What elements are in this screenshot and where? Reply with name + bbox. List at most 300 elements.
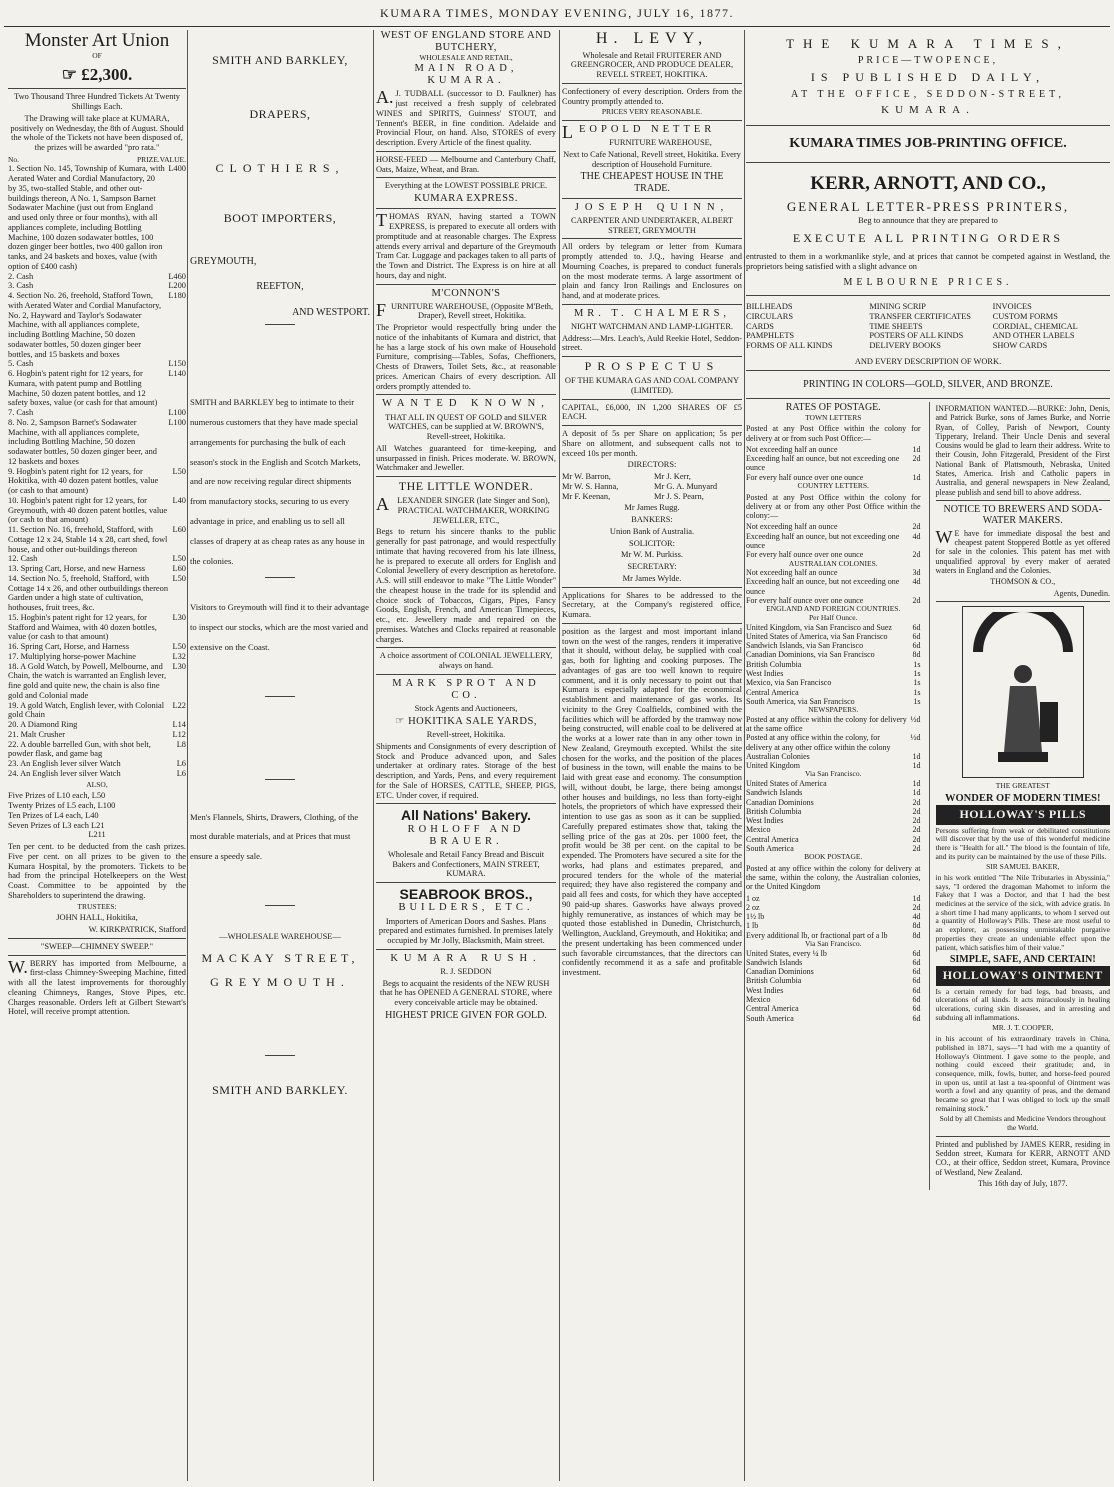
rate-value: L60 bbox=[172, 525, 186, 535]
rate-value: L30 bbox=[172, 612, 186, 622]
levy-text: Confectionery of every description. Orders from the Country promptly attended to. bbox=[562, 86, 742, 106]
rate-value: 1s bbox=[913, 687, 921, 697]
town-greymouth: GREYMOUTH, bbox=[190, 255, 257, 267]
rate-value: 4d bbox=[912, 912, 921, 922]
rate-row bbox=[8, 642, 186, 652]
book-text: Posted at any office within the colony for delivery at the same, within the colony, the Australian colonies, or the United Kingdom bbox=[746, 863, 921, 892]
art-union-of: OF bbox=[92, 50, 102, 60]
rate-value: 2d bbox=[912, 816, 921, 826]
art-union-amount bbox=[8, 65, 186, 85]
rate-row bbox=[8, 496, 186, 525]
rate-row bbox=[746, 577, 921, 596]
firm-name-bottom: SMITH AND BARKLEY. bbox=[212, 1083, 348, 1098]
printing-colors: PRINTING IN COLORS—GOLD, SILVER, AND BRONZE. bbox=[803, 378, 1053, 390]
sweep-text: W.BERRY has imported from Melbourne, a first-class Chimney-Sweeping Machine, fitted with all the latest improvements for thoroughly cleaning Chimneys, Ranges, Stove Pipes, etc. Charges reasonable. Orders left at Gilbert Stewart's Hotel, will receive prompt attention. bbox=[8, 956, 186, 1017]
masthead: KUMARA TIMES, MONDAY EVENING, JULY 16, 1877. bbox=[380, 6, 734, 20]
newspapers-label: NEWSPAPERS. bbox=[808, 705, 859, 715]
rate-label: Exceeding half an ounce, but not exceeding one ounce bbox=[746, 577, 900, 596]
rate-label: Sandwich Islands bbox=[746, 957, 803, 967]
rate-label: Australian Colonies bbox=[746, 751, 810, 761]
rate-row bbox=[746, 641, 921, 650]
wonder-title: WONDER OF MODERN TIMES! bbox=[945, 792, 1101, 804]
director: Mr F. Keenan, bbox=[562, 491, 611, 501]
levy-title: H. LEVY, bbox=[595, 30, 709, 47]
rate-value: L12 bbox=[172, 729, 186, 739]
rate-row bbox=[8, 740, 186, 760]
directors-label: DIRECTORS: bbox=[627, 460, 677, 470]
hygeia-figure-icon bbox=[968, 612, 1078, 772]
rate-row bbox=[746, 678, 921, 687]
book2-rows bbox=[746, 949, 921, 1023]
director: Mr J. Kerr, bbox=[654, 472, 691, 482]
rate-value: 2d bbox=[912, 550, 921, 560]
rate-row bbox=[746, 752, 921, 761]
rate-label: Mexico, via San Francisco bbox=[746, 678, 832, 688]
pills-text: Persons suffering from weak or debilitated constitutions will discover that by the use of this wonderful medicine there is "Health for all." The blood is the fountain of life, and its purity can be maintained by the use of these Pills. bbox=[935, 825, 1110, 861]
singer-sub: ALEXANDER SINGER (late Singer and Son), PRACTICAL WATCHMAKER, WORKING JEWELLER, ETC., bbox=[376, 494, 550, 525]
rate-value: L14 bbox=[172, 720, 186, 730]
rate-label: 3. Cash bbox=[8, 281, 34, 291]
rate-value: 8d bbox=[912, 650, 921, 660]
rate-value: L400 bbox=[168, 164, 186, 174]
rate-row bbox=[746, 779, 921, 788]
gas-company-title: OF THE KUMARA GAS AND COAL COMPANY (LIMITED). bbox=[564, 376, 740, 395]
netter-sub: FURNITURE WAREHOUSE, bbox=[609, 138, 712, 148]
rate-label: 1 oz bbox=[746, 893, 760, 903]
rate-label: Not exceeding half an ounce bbox=[746, 568, 838, 578]
mcconnon-title: M'CONNON'S bbox=[431, 287, 501, 299]
also-label: ALSO, bbox=[86, 779, 108, 789]
rate-row bbox=[746, 949, 921, 958]
rate-label: Posted at any office within the colony, for delivery at any other office within the colony bbox=[746, 733, 891, 752]
rate-value: 1d bbox=[912, 472, 921, 482]
job-type: POSTERS OF ALL KINDS bbox=[869, 331, 964, 341]
rate-row bbox=[746, 669, 921, 678]
rate-row bbox=[8, 564, 186, 574]
rate-value: 6d bbox=[912, 641, 921, 651]
rate-label: 5. Cash bbox=[8, 359, 34, 369]
town-text: Posted at any Post Office within the colony for delivery at or from such Post Office:— bbox=[746, 424, 921, 443]
sf-rows bbox=[746, 779, 921, 853]
boot-importers-label: BOOT IMPORTERS, bbox=[223, 210, 337, 225]
aus-rows bbox=[746, 568, 921, 605]
job-type: PAMPHLETS bbox=[746, 331, 795, 341]
levy-sub: Wholesale and Retail FRUITERER AND GREENGROCER, AND PRODUCE DEALER, REVELL STREET, HOKITIKA. bbox=[570, 50, 734, 80]
info-wanted: INFORMATION WANTED.—BURKE: John, Denis, and Patrick Burke, sons of James Burke, and Norrie Ryan, of Colley, Parish of Newport, County Tipperary, Ireland. Their Uncle Denis and several Cousins would be glad to learn their address. Write to their Cousin, John Fitzgerald, President of the First National Bank of Plattsmouth, Nebraska, United States, America. Irish and Catholic papers in Australia, and general newspapers in New Zealand, please publish and send bill to above address. bbox=[935, 404, 1110, 497]
rate-label: 13. Spring Cart, Horse, and new Harness bbox=[8, 564, 145, 574]
rate-label: 1½ lb bbox=[746, 912, 765, 922]
country-rows bbox=[746, 522, 921, 559]
rate-label: 2 oz bbox=[746, 902, 760, 912]
rate-value: L22 bbox=[172, 700, 186, 710]
extra-prize: Five Prizes of L10 each, L50 bbox=[8, 791, 106, 801]
chalmers-text: Address:—Mrs. Leach's, Auld Reekie Hotel, Seddon-street. bbox=[562, 333, 742, 353]
greymouth-label: GREYMOUTH. bbox=[210, 974, 350, 989]
bakery-title: All Nations' Bakery. bbox=[401, 807, 531, 824]
rate-row bbox=[8, 418, 186, 467]
rate-value: 6d bbox=[912, 622, 921, 632]
rate-value: 2d bbox=[912, 454, 921, 464]
visitors-text: Visitors to Greymouth will find it to their advantage to inspect our stocks, which are the most varied and extensive on the Coast. bbox=[190, 602, 369, 652]
rate-value: 2d bbox=[912, 797, 921, 807]
rate-row bbox=[746, 660, 921, 669]
book-every-value: 8d bbox=[912, 930, 921, 940]
rate-label: Sandwich Islands, via San Francisco bbox=[746, 641, 864, 651]
times-title: THE KUMARA TIMES, bbox=[786, 36, 1070, 51]
town-letters: TOWN LETTERS bbox=[805, 412, 862, 422]
bank-name: Union Bank of Australia. bbox=[609, 526, 695, 536]
rate-value: L100 bbox=[168, 408, 186, 418]
imprint-date: This 16th day of July, 1877. bbox=[978, 1178, 1068, 1188]
rate-value: L30 bbox=[172, 661, 186, 671]
rate-value: 1d bbox=[912, 788, 921, 798]
trustee-kirkpatrick: W. KIRKPATRICK, Stafford bbox=[88, 925, 186, 935]
rate-label: 1. Section No. 145, Township of Kumara, with Aerated Water and Cordial Manufactory, 20 by 35, two-stalled Stable, and other out-buildings thereon, A No. 1, Sampson Barnet Sodawater Machine (just out from England and used only three or four months), with all appliances complete, including Bottling Machine, 100 dozen sodawater bottles, 100 dozen ginger beer bottles, two 400 gallon iron tanks, and 24 baskets and boxes, value (with option of £400 cash) bbox=[8, 164, 165, 271]
rate-row bbox=[746, 798, 921, 807]
rate-label: 17. Multiplying horse-power Machine bbox=[8, 651, 136, 661]
rate-value: 6d bbox=[912, 967, 921, 977]
express-title: KUMARA EXPRESS. bbox=[414, 193, 518, 205]
job-type: TIME SHEETS bbox=[869, 321, 923, 331]
rate-label: 8. No. 2, Sampson Barnet's Sodawater Machine, with all appliances complete, including Bottling Machine, 50 dozen sodawater bottles, 50 dozen ginger beer, and 12 baskets and boxes bbox=[8, 417, 157, 466]
prices-text: PRICES VERY REASONABLE. bbox=[601, 107, 703, 117]
baker-text: in his work entitled "The Nile Tributaries in Abyssinia," says, "I ordered the dragoman Mahomet to inform the Fakey that I was a Doctor, and that I had the best medicines at the service of the sick, with advice gratis. In a short time I had many applicants, to whom I served out a quantity of Holloway's Pills. These are most useful to an explorer, as possessing unmistakable purgative properties they create an undeniable effect upon the patient, which satisfies him of their value." bbox=[935, 873, 1110, 952]
rate-row bbox=[746, 903, 921, 912]
baker-name: SIR SAMUEL BAKER, bbox=[986, 862, 1060, 872]
thomson-co: THOMSON & CO., bbox=[990, 577, 1056, 587]
rate-row bbox=[746, 807, 921, 816]
rate-value: L6 bbox=[176, 759, 186, 769]
quinn-sub: CARPENTER AND UNDERTAKER, ALBERT STREET, GREYMOUTH bbox=[570, 215, 734, 235]
rate-row bbox=[746, 568, 921, 577]
prize-table-header bbox=[8, 156, 186, 165]
rate-label: 15. Hogbin's patent right for 12 years, for Stafford and Waimea, with 40 dozen bottles, value (or cash to that amount) bbox=[8, 612, 157, 642]
rate-value: 2d bbox=[912, 902, 921, 912]
job-type: INVOICES bbox=[992, 302, 1032, 312]
column-adverts-3 bbox=[376, 30, 556, 1481]
capital-text: CAPITAL, £6,000, IN 1,200 SHARES OF £5 EACH. bbox=[562, 402, 742, 422]
rohloff-title: ROHLOFF AND BRAUER. bbox=[407, 823, 525, 847]
drawing-text: The Drawing will take place at KUMARA, positively on Wednesday, the 8th of August. Should the whole of the Tickets not have been disposed of, the prizes will be awarded "pro rata." bbox=[10, 113, 184, 152]
execute-text: EXECUTE ALL PRINTING ORDERS bbox=[792, 231, 1064, 246]
times-price: PRICE—TWOPENCE, bbox=[857, 55, 999, 67]
job-type: DELIVERY BOOKS bbox=[869, 341, 941, 351]
rate-row bbox=[8, 359, 186, 369]
rate-value: 2d bbox=[912, 596, 921, 606]
job-type: FORMS OF ALL KINDS bbox=[746, 341, 833, 351]
bankers-label: BANKERS: bbox=[631, 515, 673, 525]
rate-value: 1d bbox=[912, 779, 921, 789]
prize-list bbox=[8, 164, 186, 778]
column-adverts-4 bbox=[562, 30, 742, 1481]
notices bbox=[929, 402, 1111, 1190]
rate-label: 19. A gold Watch, English lever, with Colonial gold Chain bbox=[8, 700, 165, 720]
rate-label: West Indies bbox=[746, 668, 784, 678]
rate-value: 2d bbox=[912, 522, 921, 532]
rate-value: 4d bbox=[912, 577, 921, 587]
director: Mr J. S. Pearn, bbox=[654, 491, 704, 501]
rate-row bbox=[746, 816, 921, 825]
holloway-ointment: HOLLOWAY'S OINTMENT bbox=[936, 966, 1111, 986]
job-type: BILLHEADS bbox=[746, 302, 793, 312]
netter-text: Next to Cafe National, Revell street, Hokitika. Every description of Household Furniture. bbox=[563, 149, 741, 169]
express-text: THOMAS RYAN, having started a TOWN EXPRESS, is prepared to execute all orders with promptitude and at reasonable charges. The Express attends every arrival and departure of the Greymouth Tram Car. Luggage and packages taken to all parts of the Town and District. The Express is on hire at all hours, day and night. bbox=[376, 210, 556, 280]
rate-value: 2d bbox=[912, 834, 921, 844]
rate-row bbox=[746, 445, 921, 454]
rate-value: 6d bbox=[912, 948, 921, 958]
rate-value: 1d bbox=[912, 893, 921, 903]
rate-label: United Kingdom, via San Francisco and Suez bbox=[746, 622, 892, 632]
seabrook-text: Importers of American Doors and Sashes. Plans prepared and estimates furnished. In premises lately occupied by Mr Jolly, Blacksmith, Main street. bbox=[378, 916, 554, 946]
column-rule bbox=[744, 30, 745, 1481]
rate-value: 1s bbox=[913, 668, 921, 678]
little-wonder-title: THE LITTLE WONDER. bbox=[398, 479, 534, 494]
wanted-sub: THAT ALL IN QUEST OF GOLD and SILVER WATCHES, can be supplied at W. BROWN'S, Revell-street, Hokitika. bbox=[385, 412, 547, 442]
rush-title: KUMARA RUSH. bbox=[390, 952, 542, 964]
rate-label: West Indies bbox=[746, 816, 784, 826]
column-rule bbox=[187, 30, 188, 1481]
rate-value: 3d bbox=[912, 568, 921, 578]
rate-row bbox=[746, 650, 921, 659]
applications-text: Applications for Shares to be addressed to the Secretary, at the Company's registered office, Kumara. bbox=[562, 590, 742, 620]
rate-row bbox=[8, 701, 186, 721]
rate-label: United Kingdom bbox=[746, 761, 800, 771]
rate-value: L32 bbox=[172, 651, 186, 661]
town-reefton: REEFTON, bbox=[256, 281, 304, 293]
rate-row bbox=[746, 1014, 921, 1023]
rate-row bbox=[746, 532, 921, 551]
rate-value: L50 bbox=[172, 573, 186, 583]
rate-row bbox=[746, 715, 921, 734]
book-postage: BOOK POSTAGE. bbox=[804, 852, 863, 862]
singer-text: Begs to return his sincere thanks to the public generally for past patronage, and would respectfully intimate that having recovered from his late illness, he is prepared to execute all orders for English and Colonial Jewellery of every description as heretofore. A.S. will still endeavor to make "The Little Wonder" the cheapest house in the trade for its splendid and choice stock of Tobaccos, Cigars, Pipes, Fancy Goods, English, French, and American Timepieces, etc., etc. Jewellery made and repaired on the premises. Watches and Clocks repaired at reasonable charges. bbox=[376, 527, 556, 644]
rate-value: 6d bbox=[912, 957, 921, 967]
solicitor-label: SOLICITOR: bbox=[629, 538, 675, 548]
amount-text: £2,300. bbox=[81, 64, 133, 84]
job-type: CIRCULARS bbox=[746, 311, 794, 321]
rate-label: Mexico bbox=[746, 825, 771, 835]
rate-row bbox=[8, 769, 186, 779]
rate-value: 6d bbox=[912, 631, 921, 641]
rate-row bbox=[746, 623, 921, 632]
director: Mr W. Barron, bbox=[562, 472, 611, 482]
rate-label: British Columbia bbox=[746, 976, 802, 986]
sprot-title: MARK SPROT AND CO. bbox=[392, 677, 540, 701]
rate-value: 6d bbox=[912, 994, 921, 1004]
wanted-text: All Watches guaranteed for time-keeping, and unsurpassed in finish. Prices moderate. W. BROWN, Watchmaker and Jeweller. bbox=[376, 443, 556, 473]
rate-row bbox=[8, 720, 186, 730]
store-sub: WHOLESALE AND RETAIL, bbox=[419, 53, 513, 63]
rate-value: L140 bbox=[168, 369, 186, 379]
rate-row bbox=[8, 613, 186, 642]
rate-value: ½d bbox=[910, 733, 921, 743]
rate-value: L60 bbox=[172, 564, 186, 574]
rate-row bbox=[746, 958, 921, 967]
rate-value: L50 bbox=[172, 642, 186, 652]
rate-label: Central America bbox=[746, 834, 799, 844]
header-value: VALUE. bbox=[159, 154, 186, 164]
rate-row bbox=[746, 632, 921, 641]
notice-title: NOTICE TO BREWERS AND SODA-WATER MAKERS. bbox=[943, 503, 1103, 527]
job-type: CARDS bbox=[746, 321, 774, 331]
header-no: No. bbox=[8, 154, 20, 164]
seddon-text: Begs to acquaint the residents of the NEW RUSH that he has OPENED A GENERAL STORE, where every conceivable article may be obtained. bbox=[379, 978, 553, 1008]
store-title: WEST OF ENGLAND STORE AND BUTCHERY, bbox=[380, 30, 552, 54]
rohloff-text: Wholesale and Retail Fancy Bread and Biscuit Bakers and Confectioners, MAIN STREET, KUMARA. bbox=[387, 849, 545, 879]
sprot-text: Shipments and Consignments of every description of Stock and Produce advanced upon, and Sales undertaker at ordinary rates. Storage of the best description, and Yards, Pens, and every requirement for the Sale of HORSES, CATTLE, SHEEP, PIGS, ETC. Under cover, if required. bbox=[376, 741, 556, 800]
times-kumara: KUMARA. bbox=[881, 104, 975, 117]
extra-prizes bbox=[8, 791, 186, 830]
rate-row bbox=[8, 369, 186, 408]
rate-value: L180 bbox=[168, 291, 186, 301]
pointing-hand-icon: ☞ bbox=[61, 64, 77, 84]
rate-row bbox=[8, 759, 186, 769]
prospectus-title: PROSPECTUS bbox=[584, 359, 720, 374]
general-printers: GENERAL LETTER-PRESS PRINTERS, bbox=[786, 199, 1070, 215]
rate-value: 8d bbox=[912, 921, 921, 931]
job-type: AND OTHER LABELS bbox=[992, 331, 1075, 341]
mcconnon-text: The Proprietor would respectfully bring under the notice of the inhabitants of Kumara and district, that he has a large stock of his own make of Household Furniture, comprising—Tables, Sofas, Cheffioners, Chests of Drawers, Toilet Sets, &c., at reasonable prices. American Chairs of every description. All orders promptly attended to. bbox=[376, 323, 556, 391]
rate-value: 1s bbox=[913, 659, 921, 669]
header-prize: PRIZE. bbox=[136, 154, 160, 164]
rate-label: For every half ounce over one ounce bbox=[746, 596, 864, 606]
rate-value: 2d bbox=[912, 806, 921, 816]
tickets-text: Two Thousand Three Hundred Tickets At Twenty Shillings Each. bbox=[14, 92, 180, 111]
tudball-text: A.J. TUDBALL (successor to D. Faulkner) has just received a fresh supply of celebrated WINES and SPIRITS, Guinness' STOUT, and Tennent's BEER, in fine condition. Adelaide and Provincial Flour, on hand. Also, STORES of every description. Every Article of the finest quality. bbox=[376, 87, 556, 148]
rate-row bbox=[8, 164, 186, 271]
postage-rates bbox=[746, 402, 921, 1190]
wanted-title: WANTED KNOWN, bbox=[382, 398, 550, 410]
column-rule bbox=[559, 30, 560, 1481]
rate-label: Posted at any office within the colony for delivery at the same office bbox=[746, 714, 907, 733]
news-rows bbox=[746, 715, 921, 771]
rate-row bbox=[746, 522, 921, 531]
rate-label: Exceeding half an ounce, but not exceeding one ounce bbox=[746, 454, 900, 473]
rate-label: Canadian Dominions bbox=[746, 797, 814, 807]
everything-text: Everything at the LOWEST POSSIBLE PRICE. bbox=[384, 181, 548, 191]
rate-label: South America, via San Francisco bbox=[746, 696, 855, 706]
rate-row bbox=[746, 921, 921, 930]
cheapest-text: THE CHEAPEST HOUSE IN THE TRADE. bbox=[580, 171, 724, 194]
rate-label: 12. Cash bbox=[8, 554, 38, 564]
rate-label: 22. A double barrelled Gun, with shot belt, powder flask, and game bag bbox=[8, 739, 151, 759]
ointment-text: Is a certain remedy for bad legs, bad breasts, and ulcerations of all kinds. It acts miraculously in healing ulcerations, curing skin diseases, and in arresting and subduing all inflammations. bbox=[935, 986, 1110, 1022]
seabrook-title: SEABROOK BROS., bbox=[399, 886, 533, 903]
aus-colonies: AUSTRALIAN COLONIES. bbox=[788, 558, 878, 568]
rate-label: British Columbia bbox=[746, 659, 802, 669]
rate-row bbox=[746, 733, 921, 752]
rate-label: United States, every ¼ lb bbox=[746, 948, 827, 958]
quinn-text: All orders by telegram or letter from Kumara promptly attended to. J.Q., having Hearse and Mourning Coaches, is prepared to conduct funerals on the most moderate terms. A large assortment of plain and fancy Iron Railings and Enclosures on hand, and at moderate prices. bbox=[562, 242, 742, 301]
postage-title: RATES OF POSTAGE. bbox=[785, 402, 881, 414]
rate-label: Canadian Dominions, via San Francisco bbox=[746, 650, 875, 660]
rate-value: 1d bbox=[912, 751, 921, 761]
rate-label: 20. A Diamond Ring bbox=[8, 720, 78, 730]
rate-label: United States of America bbox=[746, 779, 827, 789]
kerr-arnott-title: KERR, ARNOTT, AND CO., bbox=[810, 173, 1046, 195]
rate-value: 2d bbox=[912, 843, 921, 853]
country-text: Posted at any Post Office within the colony for delivery at or from any other Post Office within the colony:— bbox=[746, 492, 921, 521]
town-westport: AND WESTPORT. bbox=[292, 306, 370, 318]
entrusted-text: entrusted to them in a workmanlike style, and at prices that cannot be competed against in Westland, the proprietors being satisfied with a slight advance on bbox=[746, 251, 1110, 271]
pointing-hand-icon: ☞ bbox=[395, 715, 405, 727]
rate-row bbox=[746, 976, 921, 985]
simple-safe-title: SIMPLE, SAFE, AND CERTAIN! bbox=[949, 954, 1096, 966]
rate-value: 1s bbox=[913, 678, 921, 688]
rate-label: Not exceeding half an ounce bbox=[746, 522, 838, 532]
rate-label: Not exceeding half an ounce bbox=[746, 444, 838, 454]
rate-value: 1d bbox=[912, 444, 921, 454]
rate-label: Mexico bbox=[746, 994, 771, 1004]
holloway-pills: HOLLOWAY'S PILLS bbox=[936, 805, 1111, 825]
intimate-text: SMITH and BARKLEY beg to intimate to their numerous customers that they have made special arrangements for purchasing the bulk of each season's stock in the English and Scotch Markets, and are now receiving regular direct shipments from manufactory stocks, securing to us every advantage in price, and enabling us to sell all classes of drapery at as cheap rates as any house in the colonies. bbox=[190, 397, 365, 566]
via-sf: Via San Francisco. bbox=[805, 769, 862, 779]
job-type: TRANSFER CERTIFICATES bbox=[869, 311, 971, 321]
rate-row bbox=[8, 730, 186, 740]
extra-total: L211 bbox=[88, 830, 106, 840]
cooper-name: MR. J. T. COOPER, bbox=[992, 1023, 1054, 1033]
builders-label: BUILDERS, ETC. bbox=[398, 902, 534, 914]
rate-row bbox=[746, 825, 921, 834]
book-every: Every additional lb, or fractional part of a lb bbox=[746, 930, 888, 940]
rate-label: 2. Cash bbox=[8, 271, 34, 281]
highest-price: HIGHEST PRICE GIVEN FOR GOLD. bbox=[385, 1009, 547, 1021]
job-type: SHOW CARDS bbox=[992, 341, 1048, 351]
rate-row bbox=[8, 408, 186, 418]
rate-value: 6d bbox=[912, 985, 921, 995]
art-union-notes: Ten per cent. to be deducted from the cash prizes. Five per cent. on all prizes to be given to the Kumara Hospital, by the promoters. Tickets to be had from the principal Hotelkeepers on the West Coast. Committee to be appointed by the Shareholders to superintend the drawing. bbox=[8, 842, 186, 900]
rate-label: Canadian Dominions bbox=[746, 967, 814, 977]
rate-row bbox=[746, 454, 921, 473]
rate-label: 24. An English lever silver Watch bbox=[8, 768, 121, 778]
hygeia-emblem bbox=[962, 606, 1084, 778]
rate-label: Central America bbox=[746, 687, 799, 697]
seddon-name: R. J. SEDDON bbox=[440, 966, 492, 976]
sold-by: Sold by all Chemists and Medicine Vendors throughout the World. bbox=[939, 1114, 1106, 1133]
rate-label: 10. Hogbin's patent right for 12 years, for Greymouth, with 40 dozen patent bottles, value (or cash to that amount) bbox=[8, 495, 168, 525]
chalmers-sub: NIGHT WATCHMAN AND LAMP-LIGHTER. bbox=[570, 321, 734, 331]
melbourne-prices: MELBOURNE PRICES. bbox=[843, 277, 1013, 289]
rate-value: 1d bbox=[912, 761, 921, 771]
beg-text: Beg to announce that they are prepared to bbox=[858, 216, 998, 226]
horsefeed-text: HORSE-FEED — Melbourne and Canterbury Chaff, Oats, Maize, Wheat, and Bran. bbox=[376, 154, 556, 174]
foreign-countries: ENGLAND AND FOREIGN COUNTRIES. bbox=[766, 604, 901, 614]
rate-row bbox=[746, 894, 921, 903]
rate-value: L6 bbox=[176, 768, 186, 778]
rate-row bbox=[8, 652, 186, 662]
rate-value: L50 bbox=[172, 466, 186, 476]
rate-value: 4d bbox=[912, 531, 921, 541]
trustee-hall: JOHN HALL, Hokitika, bbox=[56, 913, 138, 923]
rate-row bbox=[746, 688, 921, 697]
solicitor-name: Mr W. M. Purkiss. bbox=[621, 550, 683, 560]
mcconnon-sub: FURNITURE WAREHOUSE, (Opposite M'Beth, Draper), Revell street, Hokitika. bbox=[376, 299, 554, 321]
rate-label: 1 lb bbox=[746, 921, 759, 931]
rate-label: South America bbox=[746, 1013, 794, 1023]
gas-text: position as the largest and most important inland town on the west of the ranges, renders it imperative that it should, without delay, be supplied with coal gas, both for lighting and cooking purposes. The advantages of gas are too well known to require comment, and it is only necessary to point out that Kumara is especially adapted for the economical establishment and maintenance of gas works. Its vicinity to the Grey Coalfields, combined with the facilities which will be afforded by the tramway now being constructed, will enable coal to be delivered at the works at a lower rate than in any other town in New Zealand, Greymouth excepted. Whilst the site chosen for the works, and the position of the places of business in the town, will enable the mains to be laid with great ease and economy. The consumption will, without doubt, be large, there being amongst other houses and buildings, no less than forty-eight hotels, the proprietors of which have expressed their intention to use gas as soon as it can be supplied. Carefully prepared estimates show that, taking the selling price of the gas at 20s. per 1000 feet, the profit would be 38 per cent. on the capital to be expended. The Promoters have secured a site for the works, had plans and estimates prepared, and procured tenders for the whole of the material required; they have also registered the company and paid all fees and costs, for which they have accepted 90 paid-up shares. Gasworks have always proved highly remunerative, as instances of which may be quoted those established in Dunedin, Christchurch, Wellington, Auckland, Greymouth, and Hokitika; and the present undertaking has been commenced under such favorable circumstances, that the directors can confidently recommend it as a safe and profitable investment. bbox=[562, 626, 742, 978]
mackay-street: MACKAY STREET, bbox=[201, 950, 359, 965]
rate-value: L150 bbox=[168, 359, 186, 369]
extra-prize: Seven Prizes of L3 each L21 bbox=[8, 820, 105, 830]
trustees-label: TRUSTEES: bbox=[77, 901, 117, 911]
rate-row bbox=[746, 912, 921, 921]
mens-text: Men's Flannels, Shirts, Drawers, Clothing, of the most durable materials, and at Prices that must ensure a speedy sale. bbox=[190, 811, 359, 862]
times-published: IS PUBLISHED DAILY, bbox=[810, 69, 1046, 84]
drapers-label: DRAPERS, bbox=[249, 106, 311, 121]
rate-value: 6d bbox=[912, 1013, 921, 1023]
rate-value: L200 bbox=[168, 281, 186, 291]
cure-for-all-text: CURE FOR ALL bbox=[990, 637, 1056, 648]
